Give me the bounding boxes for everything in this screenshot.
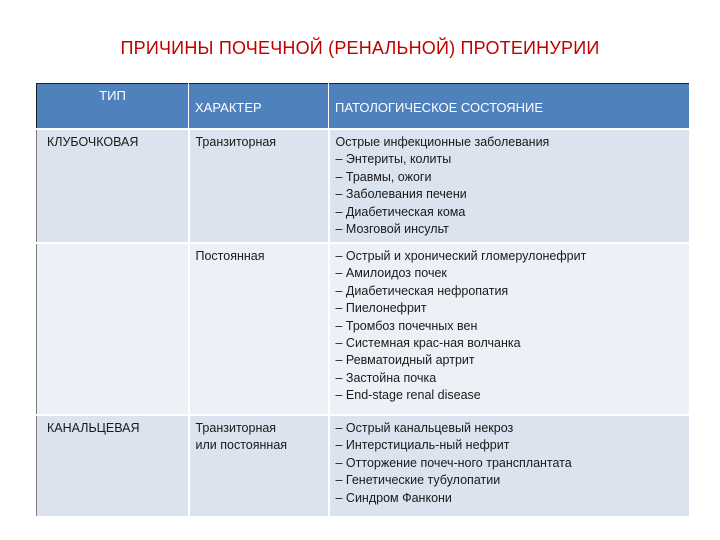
state-cell (329, 243, 689, 415)
character-cell: Транзиторная (189, 129, 329, 243)
slide-title: ПРИЧИНЫ ПОЧЕЧНОЙ (РЕНАЛЬНОЙ) ПРОТЕИНУРИИ (120, 38, 600, 58)
state-cell (329, 129, 689, 243)
character-cell (189, 415, 329, 517)
header-pathological-state: ПАТОЛОГИЧЕСКОЕ СОСТОЯНИЕ (329, 84, 689, 130)
state-line: – Острый и хронический гломерулонефрит (335, 249, 587, 263)
state-line: – Травмы, ожоги (335, 169, 432, 184)
type-cell (37, 243, 189, 415)
state-line: – Диабетическая нефропатия (335, 283, 509, 298)
character-line: Транзиторная (195, 421, 277, 435)
state-line: – Системная крас-ная волчанка (335, 336, 521, 351)
state-line: – End-stage renal disease (335, 388, 481, 403)
state-line: – Острый канальцевый некроз (335, 421, 514, 435)
state-line: – Синдром Фанкони (335, 490, 452, 505)
character-cell: Постоянная (189, 243, 329, 415)
table-row (37, 415, 689, 517)
table-row (37, 243, 689, 415)
state-line: Острые инфекционные заболевания (335, 135, 550, 149)
state-line: – Пиелонефрит (335, 301, 427, 316)
state-line: – Энтериты, колиты (335, 152, 452, 167)
state-cell (329, 415, 689, 517)
type-cell: КАНАЛЬЦЕВАЯ (37, 415, 189, 517)
state-line: – Амилоидоз почек (335, 266, 447, 281)
state-line: – Отторжение почеч-ного трансплантата (335, 455, 572, 470)
type-cell: КЛУБОЧКОВАЯ (37, 129, 189, 243)
state-line: – Диабетическая кома (335, 204, 466, 219)
state-line: – Застойна почка (335, 370, 437, 385)
header-character: ХАРАКТЕР (189, 84, 329, 130)
state-line: – Мозговой инсульт (335, 222, 449, 237)
character-line: или постоянная (195, 438, 288, 453)
state-line: – Генетические тубулопатии (335, 473, 501, 488)
state-line: – Интерстициаль-ный нефрит (335, 438, 510, 453)
state-line: – Ревматоидный артрит (335, 353, 475, 368)
table-header-row (37, 84, 689, 130)
state-line: – Тромбоз почечных вен (335, 318, 478, 333)
header-type: ТИП (37, 84, 189, 130)
table-row (37, 129, 689, 243)
proteinuria-causes-table (36, 83, 689, 518)
state-line: – Заболевания печени (335, 187, 467, 202)
